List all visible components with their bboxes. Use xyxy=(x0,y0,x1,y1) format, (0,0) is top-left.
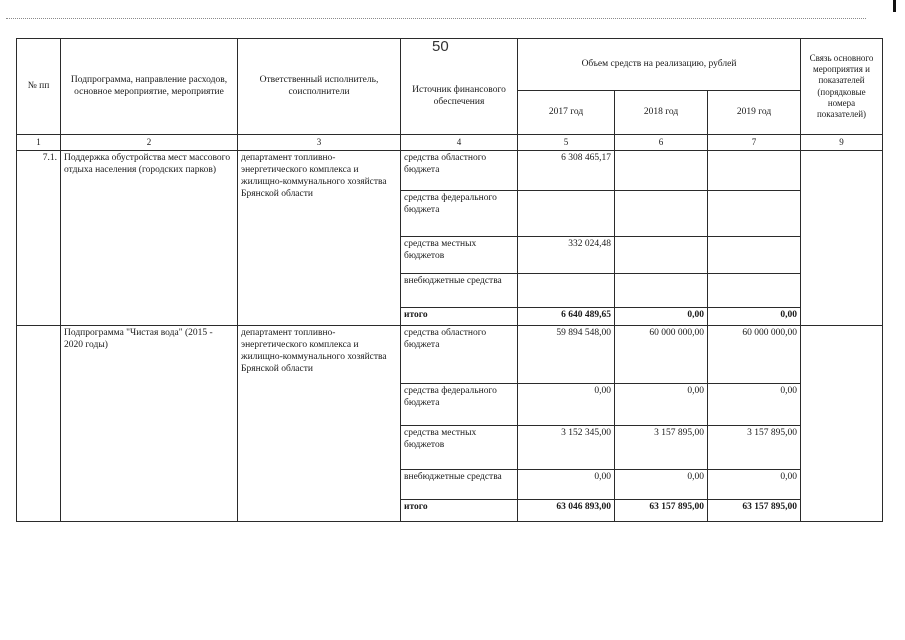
table-row xyxy=(17,151,883,191)
value-2019: 63 157 895,00 xyxy=(708,500,801,522)
value-2018 xyxy=(615,191,708,237)
item-executor: департамент топливно-энергетического комплекса и жилищно-коммунального хозяйства Брянской области xyxy=(238,326,401,522)
item-executor: департамент топливно-энергетического комплекса и жилищно-коммунального хозяйства Брянской области xyxy=(238,151,401,326)
source-cell: средства федерального бюджета xyxy=(401,191,518,237)
value-2017: 0,00 xyxy=(518,384,615,426)
column-number: 3 xyxy=(238,135,401,151)
header-year-2019: 2019 год xyxy=(708,91,801,135)
source-cell: внебюджетные средства xyxy=(401,274,518,308)
source-cell: средства местных бюджетов xyxy=(401,426,518,470)
value-2019: 3 157 895,00 xyxy=(708,426,801,470)
source-cell: средства федерального бюджета xyxy=(401,384,518,426)
source-cell: итого xyxy=(401,500,518,522)
value-2018: 0,00 xyxy=(615,470,708,500)
page-number: 50 xyxy=(432,38,449,55)
value-2018: 63 157 895,00 xyxy=(615,500,708,522)
value-2017: 6 640 489,65 xyxy=(518,308,615,326)
budget-table xyxy=(16,38,883,522)
header-year-2018: 2018 год xyxy=(615,91,708,135)
link-cell xyxy=(801,326,883,522)
value-2017: 59 894 548,00 xyxy=(518,326,615,384)
value-2019 xyxy=(708,237,801,274)
top-dotted-rule xyxy=(6,18,866,19)
source-cell: средства областного бюджета xyxy=(401,326,518,384)
column-number: 4 xyxy=(401,135,518,151)
value-2018 xyxy=(615,274,708,308)
column-number: 2 xyxy=(61,135,238,151)
header-volume: Объем средств на реализацию, рублей xyxy=(518,39,801,91)
value-2017: 6 308 465,17 xyxy=(518,151,615,191)
source-cell: итого xyxy=(401,308,518,326)
value-2019: 0,00 xyxy=(708,308,801,326)
value-2018: 0,00 xyxy=(615,384,708,426)
value-2017: 332 024,48 xyxy=(518,237,615,274)
header-link: Связь основного мероприятия и показателей (порядковые номера показателей) xyxy=(801,39,883,135)
header-source: Источник финансового обеспечения xyxy=(401,39,518,135)
header-executor: Ответственный исполнитель, соисполнители xyxy=(238,39,401,135)
value-2018: 60 000 000,00 xyxy=(615,326,708,384)
page-edge-mark xyxy=(893,0,896,12)
header-num: № пп xyxy=(17,39,61,135)
value-2018: 0,00 xyxy=(615,308,708,326)
column-number-row xyxy=(17,135,883,151)
column-number: 6 xyxy=(615,135,708,151)
value-2017: 0,00 xyxy=(518,470,615,500)
value-2018 xyxy=(615,151,708,191)
header-program: Подпрограмма, направление расходов, основное мероприятие, мероприятие xyxy=(61,39,238,135)
item-number xyxy=(17,326,61,522)
value-2019 xyxy=(708,274,801,308)
value-2019: 60 000 000,00 xyxy=(708,326,801,384)
value-2017: 63 046 893,00 xyxy=(518,500,615,522)
value-2018 xyxy=(615,237,708,274)
source-cell: средства местных бюджетов xyxy=(401,237,518,274)
item-number: 7.1. xyxy=(17,151,61,326)
value-2019 xyxy=(708,191,801,237)
value-2018: 3 157 895,00 xyxy=(615,426,708,470)
value-2017: 3 152 345,00 xyxy=(518,426,615,470)
column-number: 1 xyxy=(17,135,61,151)
link-cell xyxy=(801,151,883,326)
value-2019: 0,00 xyxy=(708,384,801,426)
value-2019: 0,00 xyxy=(708,470,801,500)
column-number: 9 xyxy=(801,135,883,151)
table-row xyxy=(17,326,883,384)
column-number: 7 xyxy=(708,135,801,151)
value-2017 xyxy=(518,274,615,308)
header-year-2017: 2017 год xyxy=(518,91,615,135)
source-cell: средства областного бюджета xyxy=(401,151,518,191)
column-number: 5 xyxy=(518,135,615,151)
item-name: Поддержка обустройства мест массового отдыха населения (городских парков) xyxy=(61,151,238,326)
item-name: Подпрограмма "Чистая вода" (2015 - 2020 годы) xyxy=(61,326,238,522)
value-2017 xyxy=(518,191,615,237)
source-cell: внебюджетные средства xyxy=(401,470,518,500)
value-2019 xyxy=(708,151,801,191)
